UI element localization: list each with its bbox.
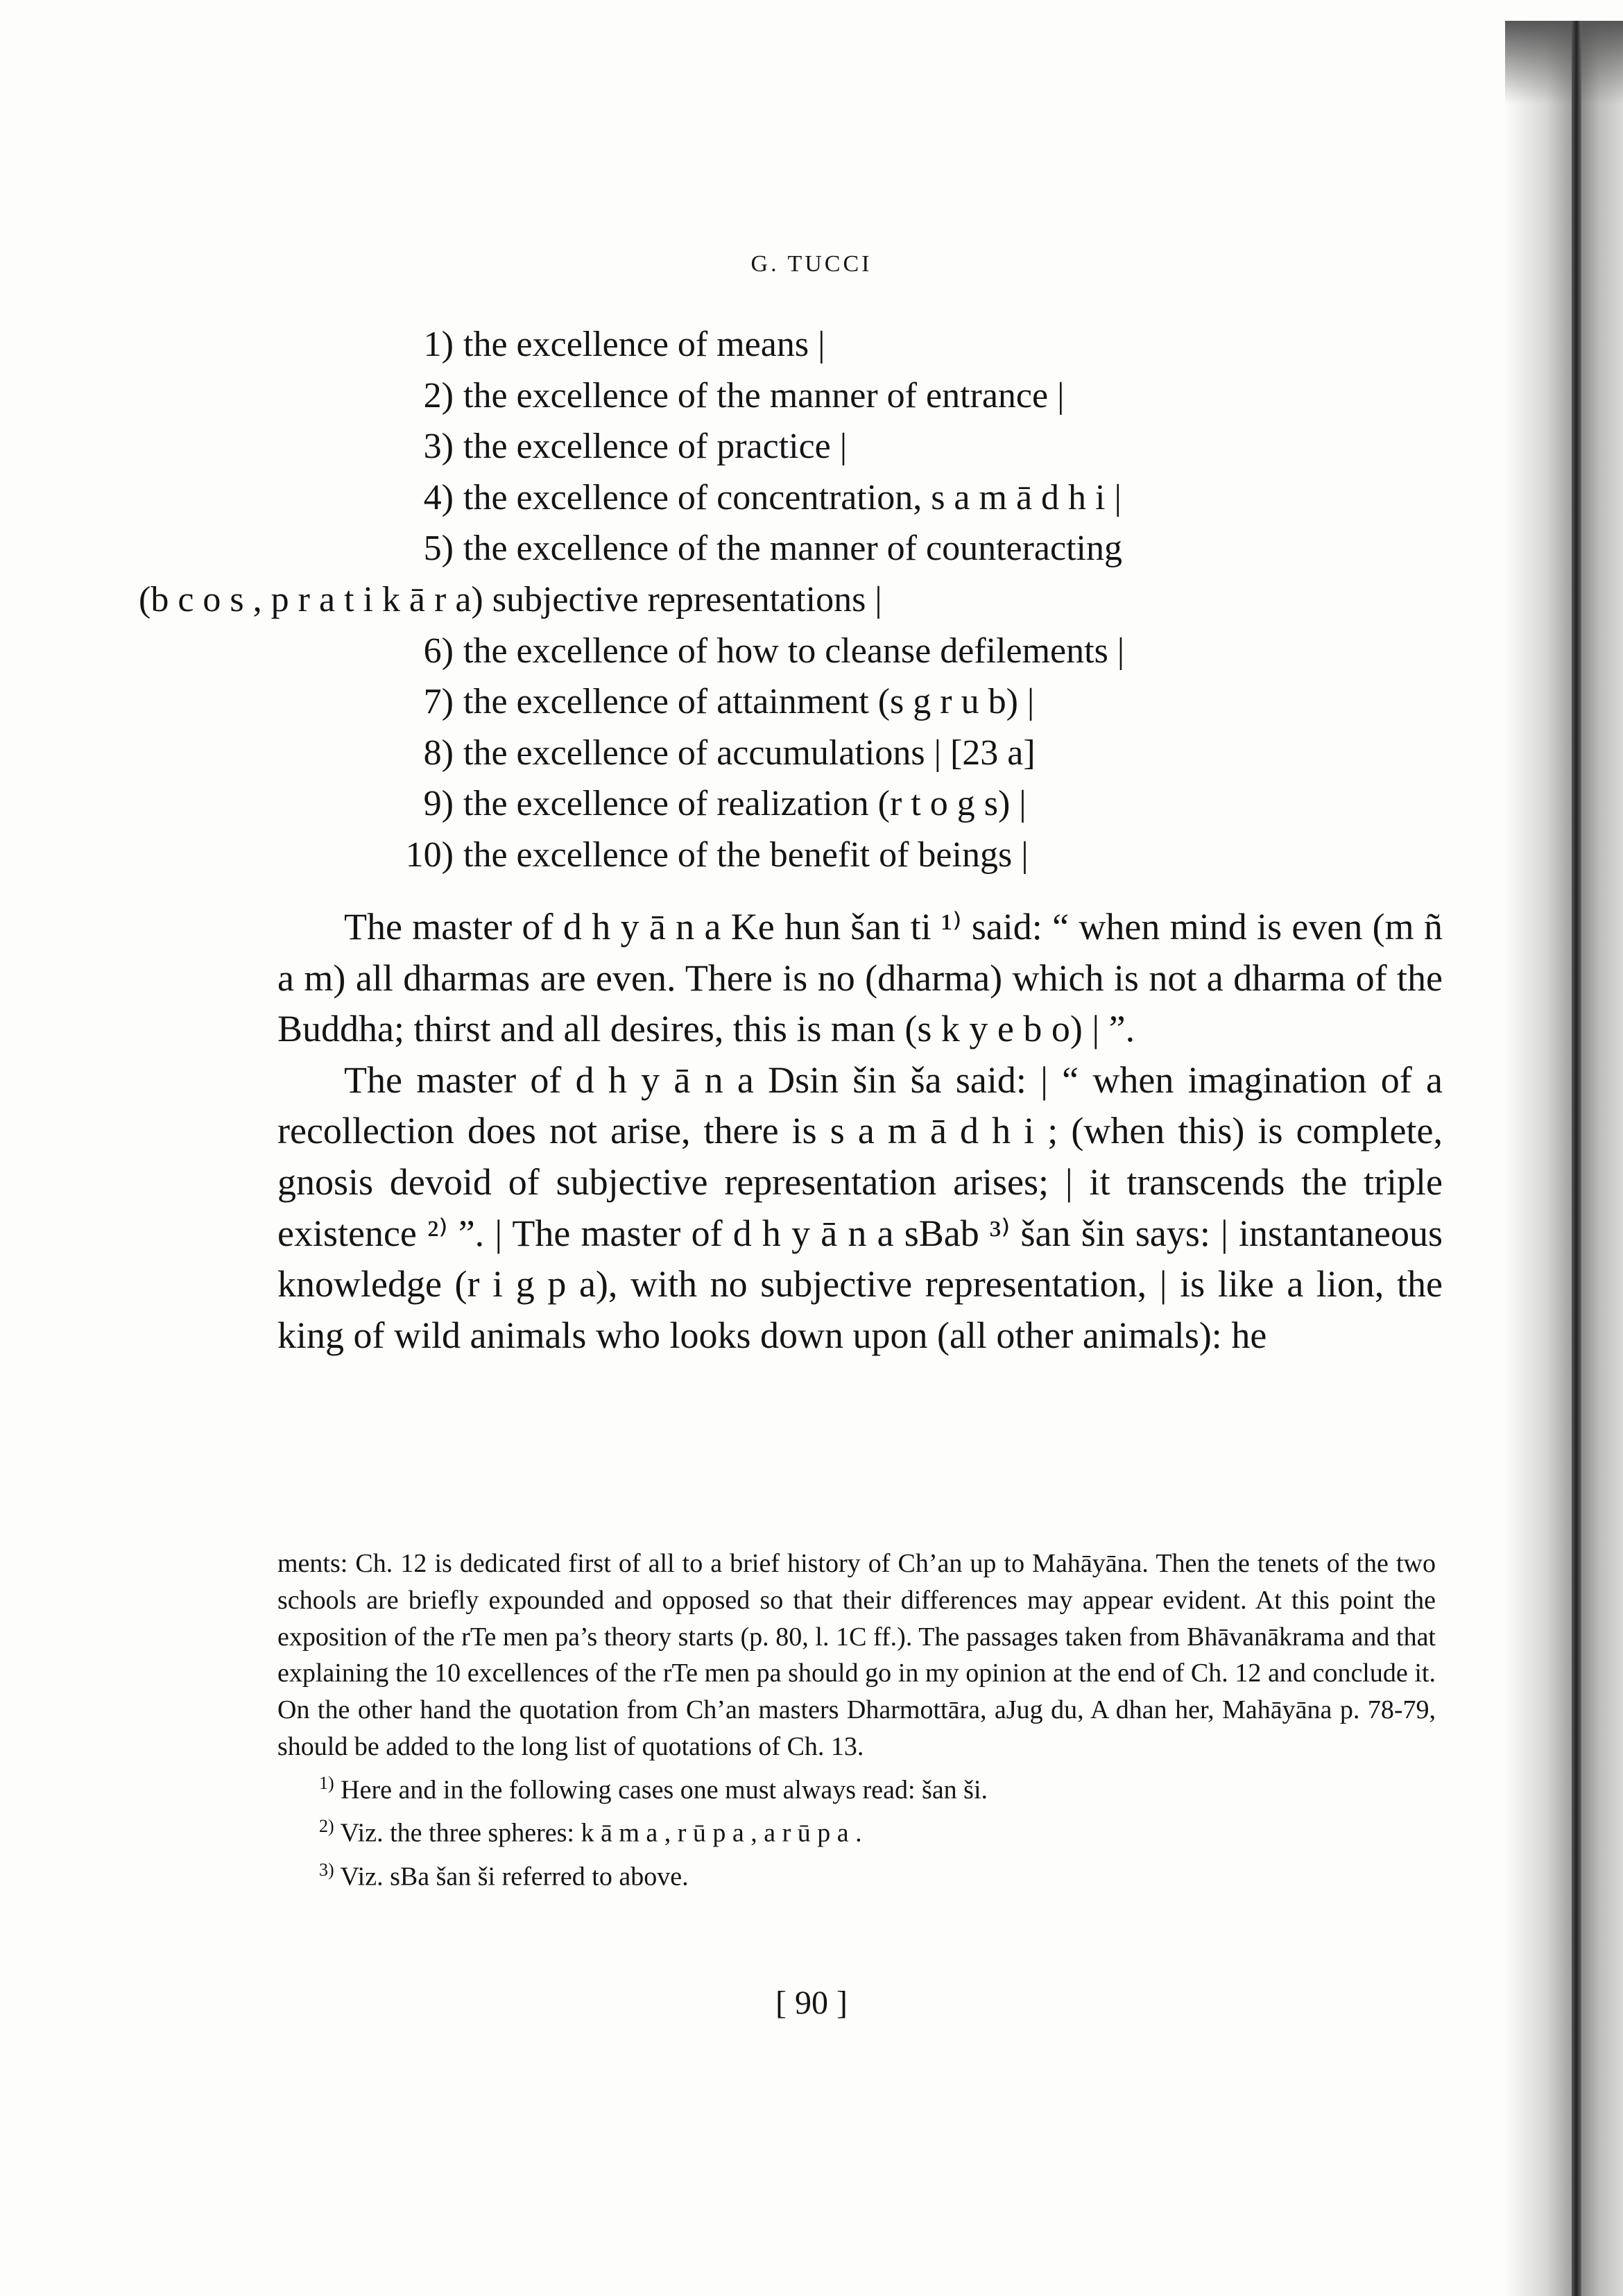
list-item: 4) the excellence of concentration, s a m ā d h i | — [423, 477, 1122, 517]
paragraph: The master of d h y ā n a Ke hun šan ti ¹⁾ said: “ when mind is even (m ñ a m) all dharmas are even. There is no (dharma) which is not a dharma of the Buddha; thirst and all desires, this is man (s k y e b o) | ”. — [277, 906, 1443, 1050]
page-number: [ 90 ] — [775, 1985, 848, 2021]
list-item-continuation: (b c o s , p r a t i k ā r a) subjective representations | — [139, 579, 882, 619]
footnote: $^{2)}$ Viz. the three spheres: k ā m a , r ū p a , a r ū p a . — [319, 1816, 862, 1848]
list-item: 3) the excellence of practice | — [423, 427, 848, 467]
book-spine-shadow — [1505, 21, 1623, 2296]
list-item: 1) the excellence of means | — [423, 325, 825, 364]
list-item: 6) the excellence of how to cleanse defilements | — [423, 631, 1125, 671]
list-item: 10) the excellence of the benefit of beings | — [405, 834, 1029, 875]
footnote: $^{1)}$ Here and in the following cases one must always read: šan ši. — [319, 1772, 988, 1805]
list-item: 5) the excellence of the manner of counteracting — [423, 529, 1122, 569]
footnotes — [277, 1545, 1436, 1895]
body-text — [277, 902, 1443, 1361]
footnote-continuation: ments: Ch. 12 is dedicated first of all to a brief history of Ch’an up to Mahāyāna. Then the tenets of the two schools are briefly expounded and opposed so that their differences may appear evident. At this point the exposition of the rTe men pa’s theory starts (p. 80, l. 1C ff.). The passages taken from Bhāvanākrama and that explaining the 10 excellences of the rTe men pa should go in my opinion at the end of Ch. 12 and conclude it. On the other hand the quotation from Ch’an masters Dharmottāra, aJug du, A dhan her, Mahāyāna p. 78-79, should be added to the long list of quotations of Ch. 13. — [277, 1549, 1436, 1761]
book-spine-edge — [1572, 21, 1581, 2296]
list-item: 7) the excellence of attainment (s g r u b) | — [423, 682, 1035, 722]
footnote: $^{3)}$ Viz. sBa šan ši referred to above. — [319, 1859, 689, 1892]
book-spine-top-shadow — [1505, 21, 1623, 104]
list-item: 8) the excellence of accumulations | [23 a] — [423, 733, 1036, 773]
list-item: 2) the excellence of the manner of entrance | — [423, 375, 1065, 415]
list-item: 9) the excellence of realization (r t o g s) | — [423, 784, 1027, 824]
running-head: G. TUCCI — [750, 251, 873, 277]
paragraph: The master of d h y ā n a Dsin šin ša said: | “ when imagination of a recollection does not arise, there is s a m ā d h i ; (when this) is complete, gnosis devoid of subjective representation arises; | it transcends the triple existence ²⁾ ”. | The master of d h y ā n a sBab ³⁾ šan šin says: | instantaneous knowledge (r i g p a), with no subjective representation, | is like a lion, the king of wild animals who looks down upon (all other animals): he — [277, 1059, 1443, 1356]
excellences-list — [139, 319, 1443, 881]
